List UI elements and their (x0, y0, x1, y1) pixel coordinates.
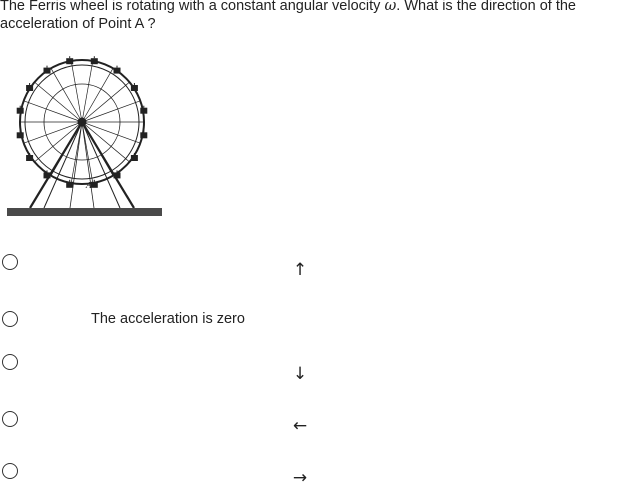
point-a-label: A (86, 181, 92, 190)
gondola (26, 155, 33, 161)
up-arrow-icon: ↑ (292, 260, 308, 280)
option-up[interactable] (0, 254, 621, 284)
wheel-spoke (82, 101, 140, 122)
gondola (91, 58, 98, 64)
wheel-spoke (82, 122, 140, 143)
wheel-spoke (35, 122, 83, 162)
right-arrow-icon: → (292, 468, 308, 488)
wheel-spoke (82, 82, 130, 122)
down-arrow-icon: ↓ (292, 364, 308, 384)
gondola (140, 108, 147, 114)
gondola (26, 85, 33, 91)
gondola (17, 108, 24, 114)
question-text (0, 0, 615, 33)
radio-button-option-1[interactable] (2, 254, 18, 270)
question-text-before: The Ferris wheel is rotating with a constant angular velocity (0, 0, 385, 14)
ground-base (7, 208, 162, 216)
question-text-after: . What is the direction of the acceleration of Point A ? (0, 0, 576, 32)
wheel-spoke (82, 122, 130, 162)
gondola (91, 182, 98, 188)
radio-button-option-4[interactable] (2, 411, 18, 427)
gondola (17, 132, 24, 138)
gondola (44, 68, 51, 74)
gondola (114, 68, 121, 74)
option-zero[interactable] (0, 311, 621, 341)
gondola (66, 58, 73, 64)
gondola (140, 132, 147, 138)
radio-button-option-2[interactable] (2, 311, 18, 327)
wheel-spoke (24, 122, 82, 143)
gondola (131, 155, 138, 161)
option-down[interactable] (0, 354, 621, 384)
radio-button-option-5[interactable] (2, 463, 18, 479)
wheel-spoke (35, 82, 83, 122)
left-arrow-icon: ← (292, 416, 308, 436)
radio-button-option-3[interactable] (2, 354, 18, 370)
option-left[interactable] (0, 411, 621, 441)
option-right[interactable] (0, 463, 621, 493)
omega-symbol: ω (384, 0, 397, 14)
option-2-label: The acceleration is zero (91, 311, 245, 327)
gondola (66, 182, 73, 188)
wheel-spoke (24, 101, 82, 122)
ferris-wheel-figure (0, 52, 170, 222)
gondola (131, 85, 138, 91)
